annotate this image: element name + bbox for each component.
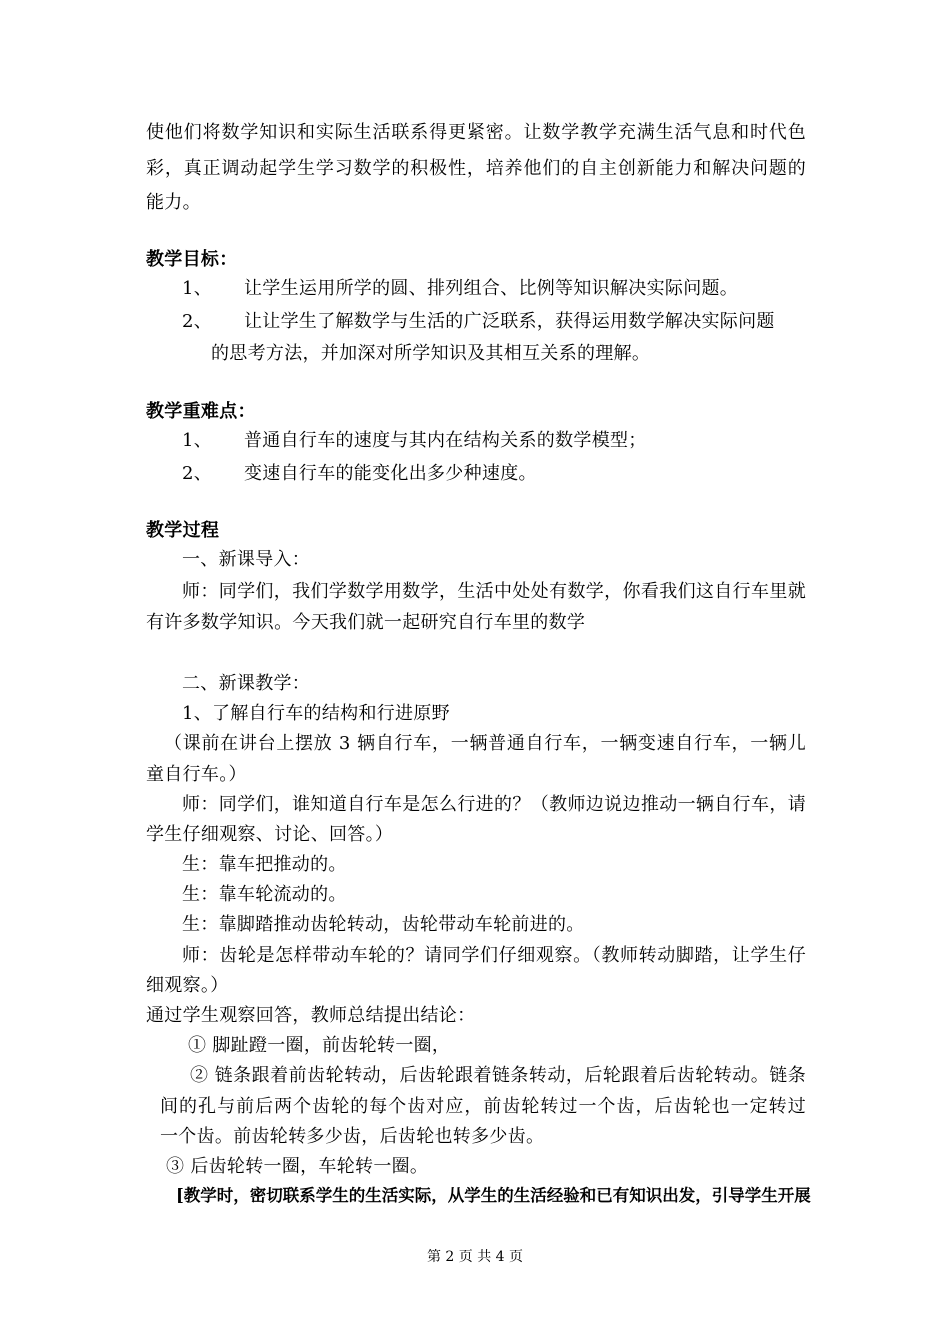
process-line-5: 1、了解自行车的结构和行进原野: [182, 703, 450, 724]
process-line-1: 一、新课导入：: [182, 549, 311, 570]
process-line-20: ③ 后齿轮转一圈，车轮转一圈。: [166, 1156, 429, 1177]
intro-line-2: 彩，真正调动起学生学习数学的积极性，培养他们的自主创新能力和解决问题的: [146, 158, 806, 179]
goal-item-2-number: 2、: [182, 311, 213, 332]
difficulties-heading: 教学重难点：: [146, 401, 256, 422]
difficulty-item-2: [182, 461, 537, 487]
goal-item-1-text: 让学生运用所学的圆、排列组合、比例等知识解决实际问题。: [244, 278, 739, 299]
difficulty-item-1-text: 普通自行车的速度与其内在结构关系的数学模型；: [244, 430, 647, 451]
process-line-18: 间的孔与前后两个齿轮的每个齿对应，前齿轮转过一个齿，后齿轮也一定转过: [160, 1096, 806, 1117]
process-line-10: 生：靠车把推动的。: [182, 854, 347, 875]
process-line-16: ① 脚趾蹬一圈，前齿轮转一圈，: [188, 1035, 451, 1056]
goal-item-2: [182, 309, 775, 335]
goal-item-1-number: 1、: [182, 278, 213, 299]
goal-item-1: [182, 276, 738, 302]
process-line-11: 生：靠车轮流动的。: [182, 884, 347, 905]
process-line-7: 童自行车。）: [146, 764, 247, 785]
process-line-12: 生：靠脚踏推动齿轮转动，齿轮带动车轮前进的。: [182, 914, 585, 935]
page-footer: 第 2 页 共 4 页: [426, 1249, 524, 1265]
process-line-21: [教学时，密切联系学生的生活实际，从学生的生活经验和已有知识出发，引导学生开展: [176, 1186, 811, 1205]
process-line-3: 有许多数学知识。今天我们就一起研究自行车里的数学: [146, 612, 586, 633]
difficulty-item-1-number: 1、: [182, 430, 213, 451]
process-line-19: 一个齿。前齿轮转多少齿，后齿轮也转多少齿。: [160, 1126, 545, 1147]
intro-line-1: 使他们将数学知识和实际生活联系得更紧密。让数学教学充满生活气息和时代色: [146, 122, 806, 143]
difficulty-item-1: [182, 428, 647, 454]
process-line-15: 通过学生观察回答，教师总结提出结论：: [146, 1005, 476, 1026]
process-line-9: 学生仔细观察、讨论、回答。）: [146, 824, 394, 845]
process-line-13: 师：齿轮是怎样带动车轮的？请同学们仔细观察。（教师转动脚踏，让学生仔: [182, 945, 806, 966]
process-line-17: ② 链条跟着前齿轮转动，后齿轮跟着链条转动，后轮跟着后齿轮转动。链条: [190, 1065, 806, 1086]
goal-item-2-continued: 的思考方法，并加深对所学知识及其相互关系的理解。: [211, 343, 651, 364]
difficulty-item-2-text: 变速自行车的能变化出多少种速度。: [244, 463, 537, 484]
intro-line-3: 能力。: [146, 192, 201, 213]
goal-item-2-text: 让让学生了解数学与生活的广泛联系，获得运用数学解决实际问题: [244, 311, 775, 332]
process-line-2: 师：同学们，我们学数学用数学，生活中处处有数学，你看我们这自行车里就: [182, 581, 806, 602]
process-line-6: （课前在讲台上摆放 3 辆自行车，一辆普通自行车，一辆变速自行车，一辆儿: [164, 733, 806, 754]
difficulty-item-2-number: 2、: [182, 463, 213, 484]
process-line-14: 细观察。）: [146, 975, 229, 996]
goals-heading: 教学目标：: [146, 249, 238, 270]
process-line-4: 二、新课教学：: [182, 673, 311, 694]
process-line-8: 师：同学们，谁知道自行车是怎么行进的？（教师边说边推动一辆自行车，请: [182, 794, 806, 815]
process-heading: 教学过程: [146, 520, 220, 541]
